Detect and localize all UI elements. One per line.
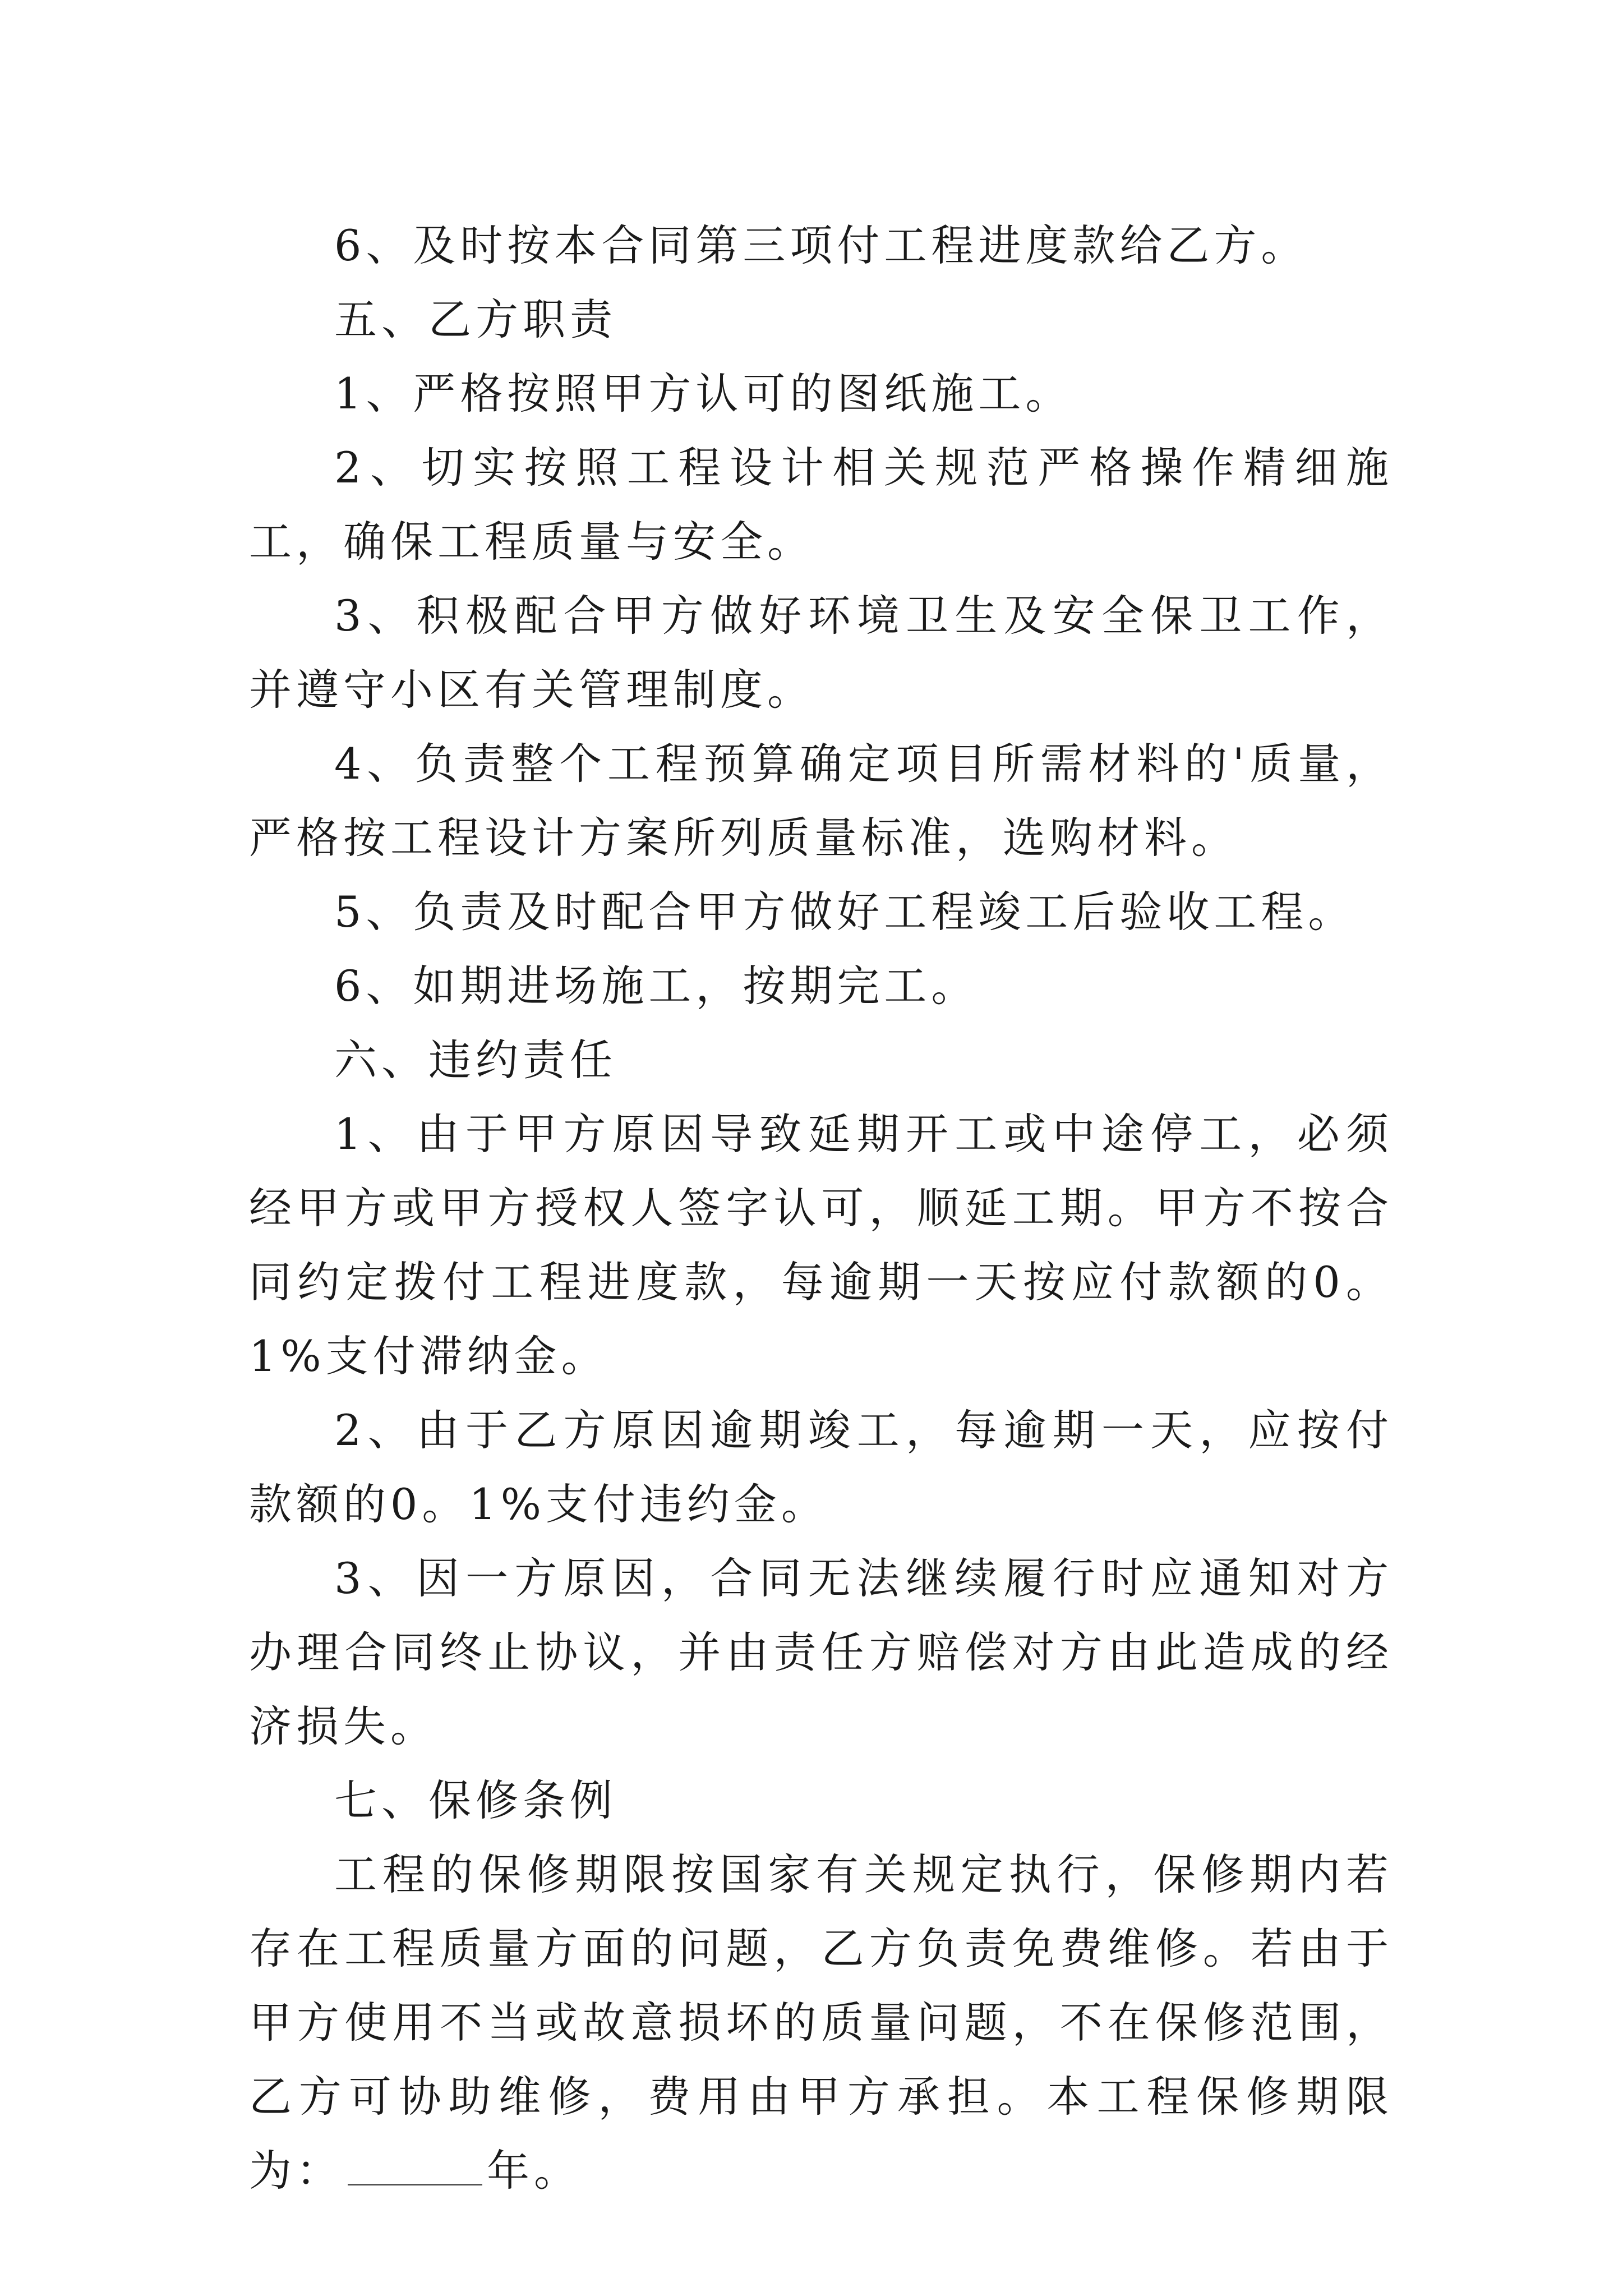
breach-clause-3: 3、因一方原因，合同无法继续履行时应通知对方办理合同终止协议，并由责任方赔偿对方由此造成的经济损失。 [249,1553,1393,1751]
party-b-duty-6: 6、如期进场施工，按期完工。 [334,961,979,1011]
warranty-clause [249,1838,1393,2208]
section-heading-warranty: 七、保修条例 [334,1775,617,1825]
breach-clause-1: 1、由于甲方原因导致延期开工或中途停工，必须经甲方或甲方授权人签字认可，顺延工期。甲方不按合同约定拨付工程进度款，每逾期一天按应付款额的0。1%支付滞纳金。 [249,1109,1393,1381]
party-b-duty-4: 4、负责整个工程预算确定项目所需材料的'质量，严格按工程设计方案所列质量标准，选购材料。 [249,739,1393,863]
section-heading-party-b-duties: 五、乙方职责 [334,295,617,344]
section-heading-breach-liability: 六、违约责任 [334,1035,617,1085]
breach-clause-2: 2、由于乙方原因逾期竣工，每逾期一天，应按付款额的0。1%支付违约金。 [249,1405,1393,1529]
party-b-duty-2: 2、切实按照工程设计相关规范严格操作精细施工，确保工程质量与安全。 [249,443,1393,567]
warranty-clause-text: 工程的保修期限按国家有关规定执行，保修期内若存在工程质量方面的问题，乙方负责免费维修。若由于甲方使用不当或故意损坏的质量问题，不在保修范围，乙方可协助维修，费用由甲方承担。本工程保修期限为： [249,1849,1393,2196]
warranty-period-blank [348,2150,482,2185]
warranty-clause-suffix: 年。 [487,2146,581,2196]
party-b-duty-1: 1、严格按照甲方认可的图纸施工。 [334,369,1073,418]
party-b-duty-5: 5、负责及时配合甲方做好工程竣工后验收工程。 [334,887,1355,937]
party-a-duty-6: 6、及时按本合同第三项付工程进度款给乙方。 [334,220,1308,270]
document-body [249,209,1393,2208]
party-b-duty-3: 3、积极配合甲方做好环境卫生及安全保卫工作，并遵守小区有关管理制度。 [249,591,1393,715]
